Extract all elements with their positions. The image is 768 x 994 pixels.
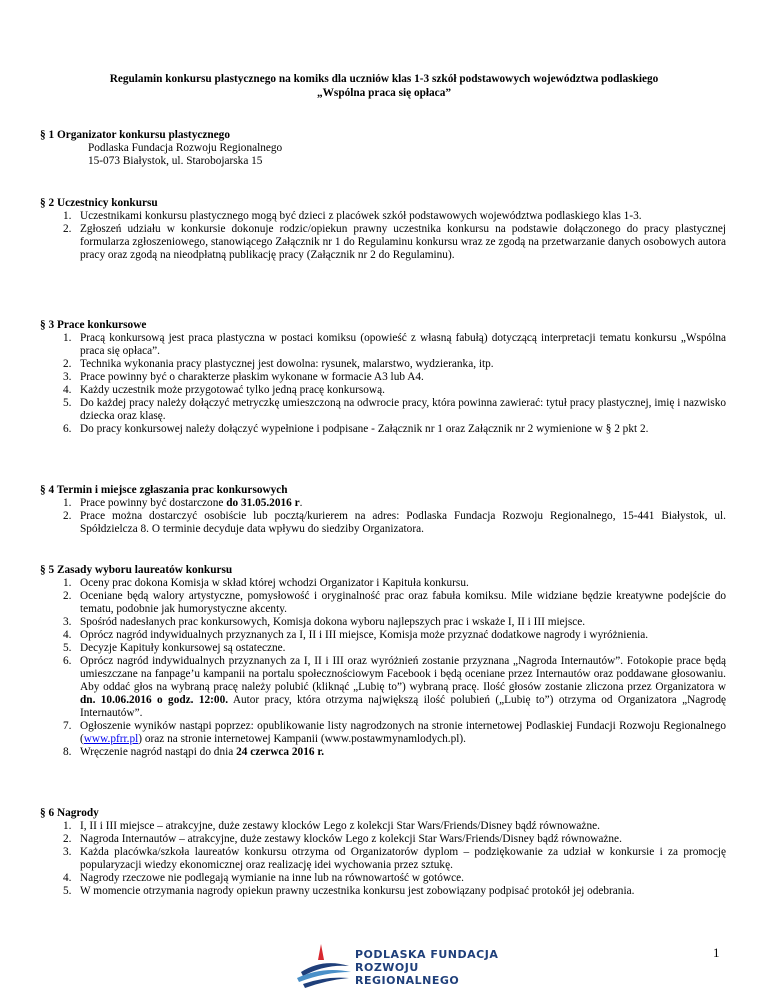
- item-text: Każda placówka/szkoła laureatów konkursu otrzyma od Organizatorów dyplom – podziękowanie za udział w konkursie i za promocję popularyzacji wiedzy ekonomicznej oraz realizację idei wychowania przez sztukę.: [80, 846, 726, 871]
- item-number: 6.: [63, 655, 72, 667]
- item-text: I, II i III miejsce – atrakcyjne, duże zestawy klocków Lego z kolekcji Star Wars/Friends/Disney bądź równoważne.: [80, 820, 600, 832]
- vote-count-date: dn. 10.06.2016 o godz. 12:00.: [80, 694, 229, 706]
- item-number: 3.: [63, 616, 72, 628]
- item-number: 5.: [63, 642, 72, 654]
- item-number: 2.: [63, 223, 72, 235]
- section-1-heading: § 1 Organizator konkursu plastycznego: [40, 129, 230, 141]
- section-3: [40, 319, 726, 436]
- item-number: 1.: [63, 210, 72, 222]
- organizer-name: Podlaska Fundacja Rozwoju Regionalnego: [88, 142, 283, 154]
- item-text: Wręczenie nagród nastąpi do dnia: [80, 746, 237, 758]
- list-item: [40, 223, 726, 262]
- list-item: [40, 358, 726, 371]
- list-item: [40, 846, 726, 872]
- list-item: [40, 384, 726, 397]
- title-line-1: Regulamin konkursu plastycznego na komiks dla uczniów klas 1-3 szkół podstawowych województwa podlaskiego: [109, 73, 659, 85]
- item-text: Pracą konkursową jest praca plastyczna w postaci komiksu (opowieść z własną fabułą) dotyczącą interpretacji tematu konkursu „Wspólna praca się opłaca”.: [80, 332, 726, 357]
- item-number: 3.: [63, 846, 72, 858]
- item-text: Nagrody rzeczowe nie podlegają wymianie na inne lub na równowartość w gotówce.: [80, 872, 464, 884]
- item-number: 2.: [63, 358, 72, 370]
- organizer-address: 15-073 Białystok, ul. Starobojarska 15: [88, 155, 263, 167]
- item-text: Oceniane będą walory artystyczne, pomysłowość i oryginalność prac oraz fabuła komiksu. Mile widziane będzie kreatywne podejście do tematu, podobnie jak humorystyczne akcenty.: [80, 590, 726, 615]
- item-text: Prace powinny być o charakterze płaskim wykonane w formacie A3 lub A4.: [80, 371, 424, 383]
- list-item: [40, 332, 726, 358]
- list-item: [40, 210, 726, 223]
- item-text: Do każdej pracy należy dołączyć metryczkę umieszczoną na odwrocie pracy, która powinna zawierać: tytuł pracy plastycznej, imię i nazwisko dziecka oraz klasę.: [80, 397, 726, 422]
- item-number: 2.: [63, 510, 72, 522]
- list-item: [40, 371, 726, 384]
- section-2-heading: § 2 Uczestnicy konkursu: [40, 197, 158, 209]
- section-2: [40, 197, 726, 262]
- section-3-heading: § 3 Prace konkursowe: [40, 319, 147, 331]
- item-text: W momencie otrzymania nagrody opiekun prawny uczestnika konkursu jest zobowiązany podpisać protokół jej odebrania.: [80, 885, 635, 897]
- section-3-list: [40, 332, 726, 436]
- item-number: 1.: [63, 497, 72, 509]
- item-number: 4.: [63, 872, 72, 884]
- item-text-end: Autor pracy, która otrzyma największą ilość polubień („Lubię to”) otrzyma od Organizatora „Nagrodę Internautów”.: [80, 694, 726, 719]
- list-item: [40, 885, 726, 898]
- section-4-heading: § 4 Termin i miejsce zgłaszania prac konkursowych: [40, 484, 288, 496]
- section-5-list: [40, 577, 726, 759]
- section-5: [40, 564, 726, 759]
- item-text: Oprócz nagród indywidualnych przyznanych za I, II i III miejsce, Komisja może przyznać dodatkowe nagrody i wyróżnienia.: [80, 629, 649, 641]
- logo-text: [355, 948, 513, 987]
- list-item: [40, 629, 726, 642]
- list-item: [40, 497, 726, 510]
- pfrr-logo: [293, 942, 513, 990]
- section-4-list: [40, 497, 726, 536]
- award-date: 24 czerwca 2016 r.: [236, 746, 325, 758]
- item-number: 5.: [63, 885, 72, 897]
- item-number: 6.: [63, 423, 72, 435]
- logo-line-2: ROZWOJU REGIONALNEGO: [355, 961, 460, 987]
- item-number: 8.: [63, 746, 72, 758]
- logo-line-1: PODLASKA FUNDACJA: [355, 948, 499, 961]
- item-number: 1.: [63, 820, 72, 832]
- item-number: 4.: [63, 384, 72, 396]
- item-text: Technika wykonania pracy plastycznej jest dowolna: rysunek, malarstwo, wydzieranka, itp.: [80, 358, 494, 370]
- item-number: 5.: [63, 397, 72, 409]
- item-text: Nagroda Internautów – atrakcyjne, duże zestawy klocków Lego z kolekcji Star Wars/Friends/Disney bądź równoważne.: [80, 833, 622, 845]
- item-text: Każdy uczestnik może przygotować tylko jedną pracę konkursową.: [80, 384, 385, 396]
- section-1: [40, 129, 726, 168]
- list-item: [40, 423, 726, 436]
- list-item: [40, 642, 726, 655]
- item-text-end: ) oraz na stronie internetowej Kampanii (www.postawmynamlodych.pl).: [138, 733, 466, 745]
- list-item: [40, 397, 726, 423]
- list-item: [40, 872, 726, 885]
- list-item: [40, 746, 726, 759]
- section-2-list: [40, 210, 726, 262]
- pfrr-link[interactable]: www.pfrr.pl: [83, 733, 139, 745]
- item-text: Spośród nadesłanych prac konkursowych, Komisja dokona wyboru najlepszych prac i wskaże I, II i III miejsce.: [80, 616, 586, 628]
- item-number: 1.: [63, 332, 72, 344]
- list-item: [40, 510, 726, 536]
- item-number: 1.: [63, 577, 72, 589]
- section-6: [40, 807, 726, 898]
- list-item: [40, 616, 726, 629]
- item-text: Uczestnikami konkursu plastycznego mogą być dzieci z placówek szkół podstawowych województwa podlaskiego klas 1-3.: [80, 210, 642, 222]
- deadline-date: do 31.05.2016 r: [226, 497, 300, 509]
- title-line-2: „Wspólna praca się opłaca”: [316, 87, 451, 99]
- item-text: Oceny prac dokona Komisja w skład której wchodzi Organizator i Kapituła konkursu.: [80, 577, 469, 589]
- section-4: [40, 484, 726, 536]
- item-text: Prace można dostarczyć osobiście lub pocztą/kurierem na adres: Podlaska Fundacja Rozwoju Regionalnego, 15-441 Białystok, ul. Spółdzielcza 8. O terminie decyduje data wpływu do siedziby Organizatora.: [80, 510, 726, 535]
- item-text: Prace powinny być dostarczone: [80, 497, 227, 509]
- item-number: 3.: [63, 371, 72, 383]
- item-number: 7.: [63, 720, 72, 732]
- item-number: 2.: [63, 590, 72, 602]
- list-item: [40, 820, 726, 833]
- item-text: Ogłoszenie wyników nastąpi poprzez: opublikowanie listy nagrodzonych na stronie internetowej Podlaskiej Fundacji Rozwoju Regionalnego (: [80, 720, 726, 745]
- item-text: Zgłoszeń udziału w konkursie dokonuje rodzic/opiekun prawny uczestnika konkursu na podstawie dołączonego do pracy plastycznej formularza zgłoszeniowego, stanowiącego Załącznik nr 1 do Regulaminu konkursu wraz ze zgodą na przetwarzanie danych osobowych autora pracy oraz zgodą na nieodpłatną publikację pracy (Załącznik nr 2 do Regulaminu).: [80, 223, 726, 261]
- item-text-end: .: [299, 497, 303, 509]
- section-6-heading: § 6 Nagrody: [40, 807, 99, 819]
- list-item: [40, 577, 726, 590]
- item-number: 2.: [63, 833, 72, 845]
- item-text: Decyzje Kapituły konkursowej są ostateczne.: [80, 642, 286, 654]
- item-text: Do pracy konkursowej należy dołączyć wypełnione i podpisane - Załącznik nr 1 oraz Załącznik nr 2 wymienione w § 2 pkt 2.: [80, 423, 649, 435]
- list-item: [40, 833, 726, 846]
- item-number: 4.: [63, 629, 72, 641]
- pfrr-logo-icon: [293, 942, 353, 990]
- section-6-list: [40, 820, 726, 898]
- section-5-heading: § 5 Zasady wyboru laureatów konkursu: [40, 564, 233, 576]
- list-item: [40, 655, 726, 720]
- list-item: [40, 720, 726, 746]
- list-item: [40, 590, 726, 616]
- page-number: 1: [713, 945, 720, 960]
- item-text: Oprócz nagród indywidualnych przyznanych za I, II i III oraz wyróżnień zostanie przyznana „Nagroda Internautów”. Fotokopie prace będą umieszczane na fanpage’u kampanii na portalu społecznościowym Facebook i będą oceniane przez Internautów oraz poddawane głosowaniu. Aby oddać głos na wybraną pracę należy polubić (kliknąć „Lubię to”) wybraną pracę. Ilość głosów zostanie zliczona przez Organizatora w: [80, 655, 726, 693]
- document-title: [40, 72, 728, 100]
